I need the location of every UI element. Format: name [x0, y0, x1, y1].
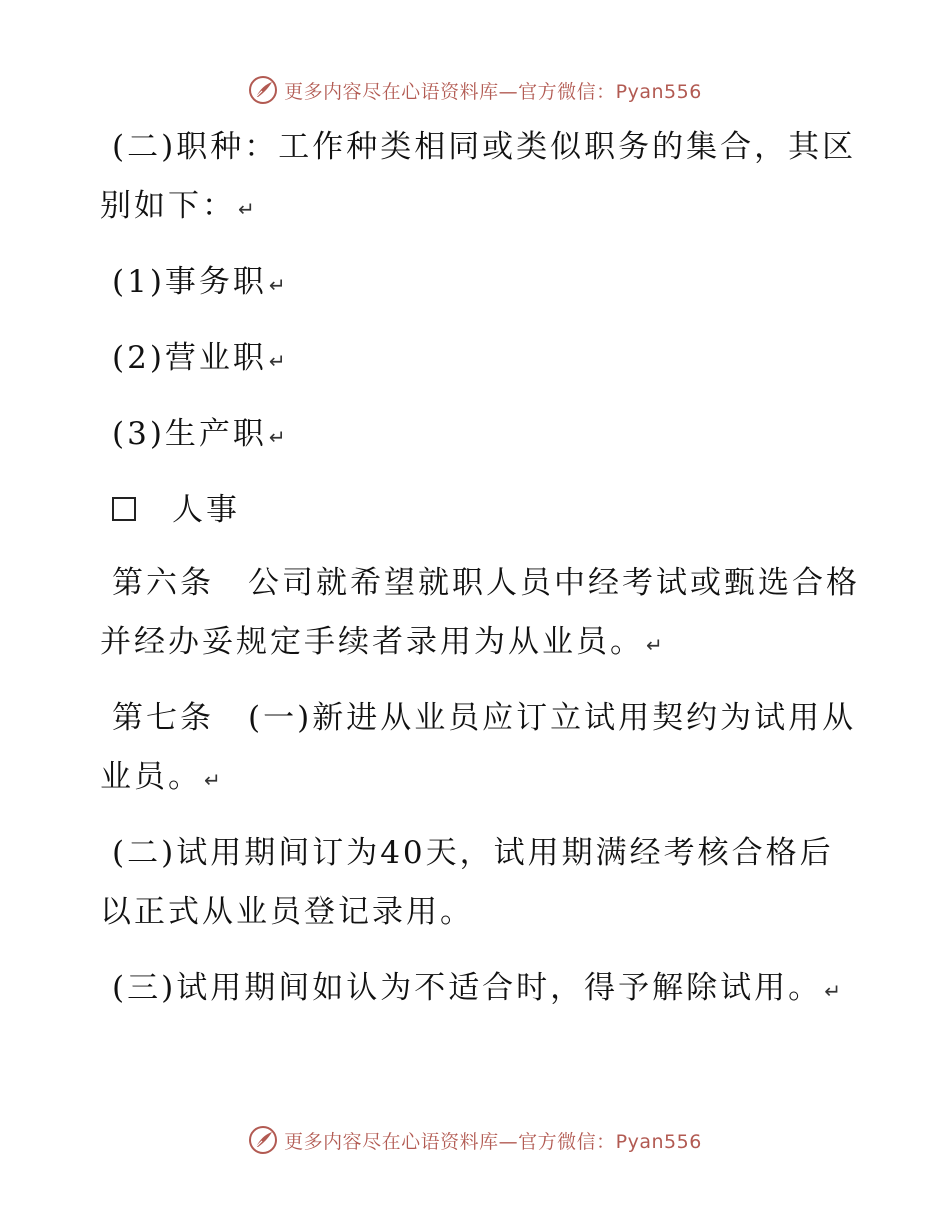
paragraph-mark: ↵	[238, 197, 255, 221]
paragraph-probation-termination	[100, 959, 860, 1021]
footer-watermark-text: 更多内容尽在心语资料库—官方微信：Pyan556	[284, 1130, 702, 1153]
section-heading-text: 人事	[172, 492, 240, 528]
paragraph-production	[100, 405, 860, 467]
paragraph-article-7	[100, 689, 860, 810]
header-watermark-text: 更多内容尽在心语资料库—官方微信：Pyan556	[284, 80, 702, 103]
paragraph-job-category	[100, 118, 860, 239]
paragraph-article-6	[100, 554, 860, 675]
paragraph-text: (二)职种：工作种类相同或类似职务的集合，其区别如下：	[100, 129, 857, 224]
paragraph-mark: ↵	[268, 273, 286, 297]
checkbox-square-icon	[112, 497, 136, 521]
paragraph-mark: ↵	[268, 349, 286, 373]
paragraph-text: (三)试用期间如认为不适合时，得予解除试用。	[112, 970, 823, 1006]
paragraph-clerical	[100, 253, 860, 315]
paragraph-mark: ↵	[204, 768, 221, 792]
paragraph-text: 第七条 (一)新进从业员应订立试用契约为试用从业员。	[100, 700, 857, 795]
paragraph-mark: ↵	[824, 979, 841, 1003]
footer-watermark-banner	[0, 1120, 950, 1160]
paragraph-text: (二)试用期间订为40天，试用期满经考核合格后以正式从业员登记录用。	[100, 835, 834, 930]
section-heading-personnel	[100, 481, 860, 540]
paragraph-sales	[100, 329, 860, 391]
paragraph-text: (1)事务职	[112, 264, 267, 300]
paragraph-text: (3)生产职	[112, 416, 267, 452]
paragraph-text: 第六条 公司就希望就职人员中经考试或甄选合格并经办妥规定手续者录用为从业员。	[100, 565, 860, 660]
paragraph-text: (2)营业职	[112, 340, 267, 376]
paragraph-mark: ↵	[268, 425, 286, 449]
feather-pen-logo-icon	[248, 1125, 278, 1155]
document-body	[100, 118, 860, 1035]
header-watermark-banner	[0, 70, 950, 110]
paragraph-mark: ↵	[646, 633, 663, 657]
feather-pen-logo-icon	[248, 75, 278, 105]
paragraph-probation-period	[100, 824, 860, 945]
